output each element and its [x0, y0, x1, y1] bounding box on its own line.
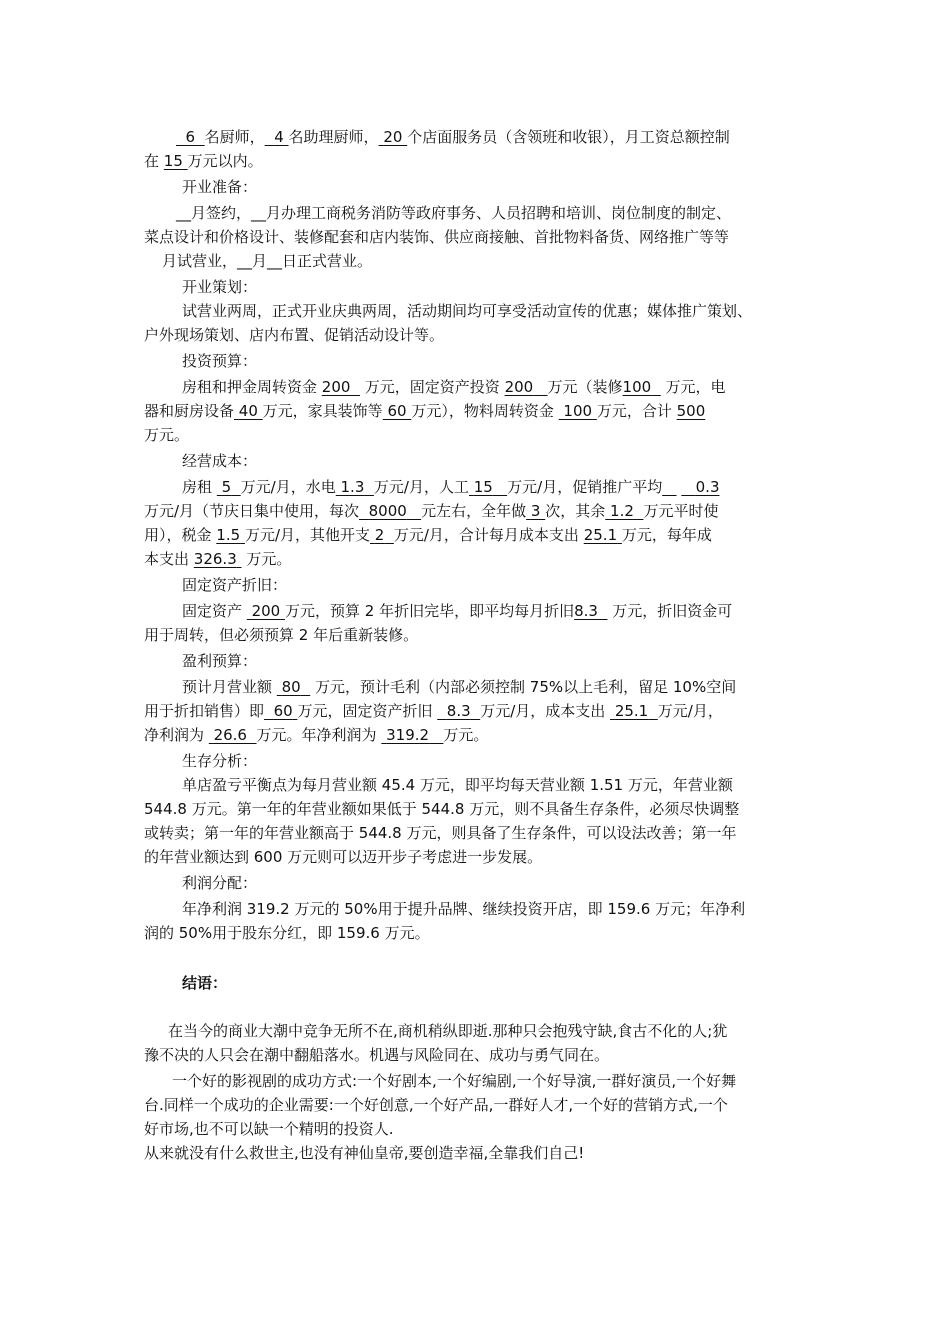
- paragraph-line: 豫不决的人只会在潮中翻船落水。机遇与风险同在、成功与勇气同在。: [144, 1046, 610, 1064]
- filled-blank: 60: [273, 702, 293, 720]
- paragraph-line: 一个好的影视剧的成功方式:一个好剧本,一个好编剧,一个好导演,一群好演员,一个好舞: [172, 1072, 737, 1090]
- paragraph-line: 台.同样一个成功的企业需要:一个好创意,一个好产品,一群好人才,一个好的营销方式,一个: [144, 1096, 728, 1114]
- paragraph-line: 在当今的商业大潮中竞争无所不在,商机稍纵即逝.那种只会抱残守缺,食古不化的人;犹: [168, 1022, 728, 1040]
- filled-blank: 8000: [368, 502, 407, 520]
- paragraph-line: 润的 50%用于股东分红，即 159.6 万元。: [144, 924, 430, 942]
- filled-blank: 200: [321, 378, 351, 396]
- filled-blank: 100: [622, 378, 652, 396]
- section-heading: 开业准备：: [182, 178, 258, 196]
- invest-line-1: 房租和押金周转资金 200 万元，固定资产投资 200 万元（装修100 万元，电: [182, 378, 726, 396]
- section-heading: 盈利预算：: [182, 652, 258, 670]
- paragraph-line: __月签约，__月办理工商税务消防等政府事务、人员招聘和培训、岗位制度的制定、: [176, 204, 732, 222]
- filled-blank: 40: [238, 402, 258, 420]
- invest-line-2: 器和厨房设备 40 万元，家具装饰等 60 万元），物料周转资金 100 万元，合计 500: [144, 402, 706, 420]
- filled-blank: 1.2: [610, 502, 634, 520]
- filled-blank: 326.3: [193, 550, 237, 568]
- filled-blank: 8.3: [446, 702, 471, 720]
- filled-blank: 1.3: [340, 478, 365, 496]
- paragraph-line: 万元。: [144, 426, 190, 444]
- paragraph-line: 好市场,也不可以缺一个精明的投资人.: [144, 1120, 394, 1138]
- paragraph-line: 单店盈亏平衡点为每月营业额 45.4 万元，即平均每天营业额 1.51 万元，年营业额: [182, 776, 733, 794]
- filled-blank: 0.3: [695, 478, 720, 496]
- paragraph-line: 试营业两周，正式开业庆典两周，活动期间均可享受活动宣传的优惠；媒体推广策划、: [182, 302, 753, 320]
- filled-blank: 5: [221, 478, 232, 496]
- paragraph-line: 户外现场策划、店内布置、促销活动设计等。: [144, 326, 445, 344]
- paragraph-line: 年净利润 319.2 万元的 50%用于提升品牌、继续投资开店，即 159.6 万元；年净利: [182, 900, 746, 918]
- staff-line-2: 在 15 万元以内。: [144, 152, 263, 170]
- section-heading: 经营成本：: [182, 452, 258, 470]
- paragraph-line: 的年营业额达到 600 万元则可以迈开步子考虑进一步发展。: [144, 848, 543, 866]
- filled-blank: 200: [504, 378, 534, 396]
- section-heading: 投资预算：: [182, 352, 258, 370]
- filled-blank: 8.3: [574, 602, 598, 620]
- filled-blank: 80: [281, 678, 301, 696]
- staff-line-1: 6 名厨师， 4 名助理厨师， 20 个店面服务员（含领班和收银），月工资总额控制: [144, 126, 824, 148]
- cost-line-1: 房租 5 万元/月，水电 1.3 万元/月，人工 15 万元/月，促销推广平均 0.3: [182, 478, 720, 496]
- cost-line-2: 万元/月（节庆日集中使用，每次 8000 元左右，全年做 3 次，其余 1.2 万元平时使: [144, 502, 719, 520]
- filled-blank: 60: [387, 402, 407, 420]
- section-heading: 生存分析：: [182, 752, 258, 770]
- paragraph-line: 菜点设计和价格设计、装修配套和店内装饰、供应商接触、首批物料备货、网络推广等等: [144, 228, 730, 246]
- filled-blank: 319.2: [386, 726, 430, 744]
- filled-blank: [662, 478, 676, 496]
- filled-blank: 26.6: [213, 726, 247, 744]
- section-heading: 开业策划：: [182, 278, 258, 296]
- dep-line-1: 固定资产 200 万元，预算 2 年折旧完毕，即平均每月折旧8.3 万元，折旧资金可: [182, 602, 733, 620]
- profit-line-3: 净利润为 26.6 万元。年净利润为 319.2 万元。: [144, 726, 489, 744]
- filled-blank: 100: [563, 402, 593, 420]
- filled-blank: 2: [374, 526, 385, 544]
- filled-blank: 15: [163, 152, 183, 170]
- paragraph-line: 544.8 万元。第一年的年营业额如果低于 544.8 万元，则不具备生存条件，必须尽快调整: [144, 800, 740, 818]
- conclusion-heading: 结语：: [182, 974, 228, 992]
- filled-blank: 500: [676, 402, 706, 420]
- profit-line-2: 用于折扣销售）即 60 万元，固定资产折旧 8.3 万元/月，成本支出 25.1 万元/月，: [144, 702, 723, 720]
- cost-line-3: 用），税金 1.5 万元/月，其他开支 2 万元/月，合计每月成本支出 25.1 万元，每年成: [144, 526, 712, 544]
- paragraph-line: 或转卖；第一年的年营业额高于 544.8 万元，则具备了生存条件，可以设法改善；第一年: [144, 824, 737, 842]
- paragraph-line: 用于周转，但必须预算 2 年后重新装修。: [144, 626, 419, 644]
- filled-blank: 200: [251, 602, 281, 620]
- filled-blank: 25.1: [614, 702, 649, 720]
- section-heading: 利润分配：: [182, 874, 258, 892]
- filled-blank: 25.1: [583, 526, 618, 544]
- filled-blank: 15: [473, 478, 493, 496]
- filled-blank: 4: [274, 128, 284, 146]
- filled-blank: 1.5: [216, 526, 241, 544]
- paragraph-line: 从来就没有什么救世主,也没有神仙皇帝,要创造幸福,全靠我们自己!: [144, 1144, 585, 1162]
- cost-line-4: 本支出 326.3 万元。: [144, 550, 292, 568]
- paragraph-line: 月试营业，__月__日正式营业。: [162, 252, 373, 270]
- section-heading: 固定资产折旧：: [182, 576, 288, 594]
- filled-blank: 3: [530, 502, 541, 520]
- filled-blank: 20: [383, 128, 403, 146]
- filled-blank: 6: [185, 128, 196, 146]
- profit-line-1: 预计月营业额 80 万元，预计毛利（内部必须控制 75%以上毛利，留足 10%空间: [182, 678, 737, 696]
